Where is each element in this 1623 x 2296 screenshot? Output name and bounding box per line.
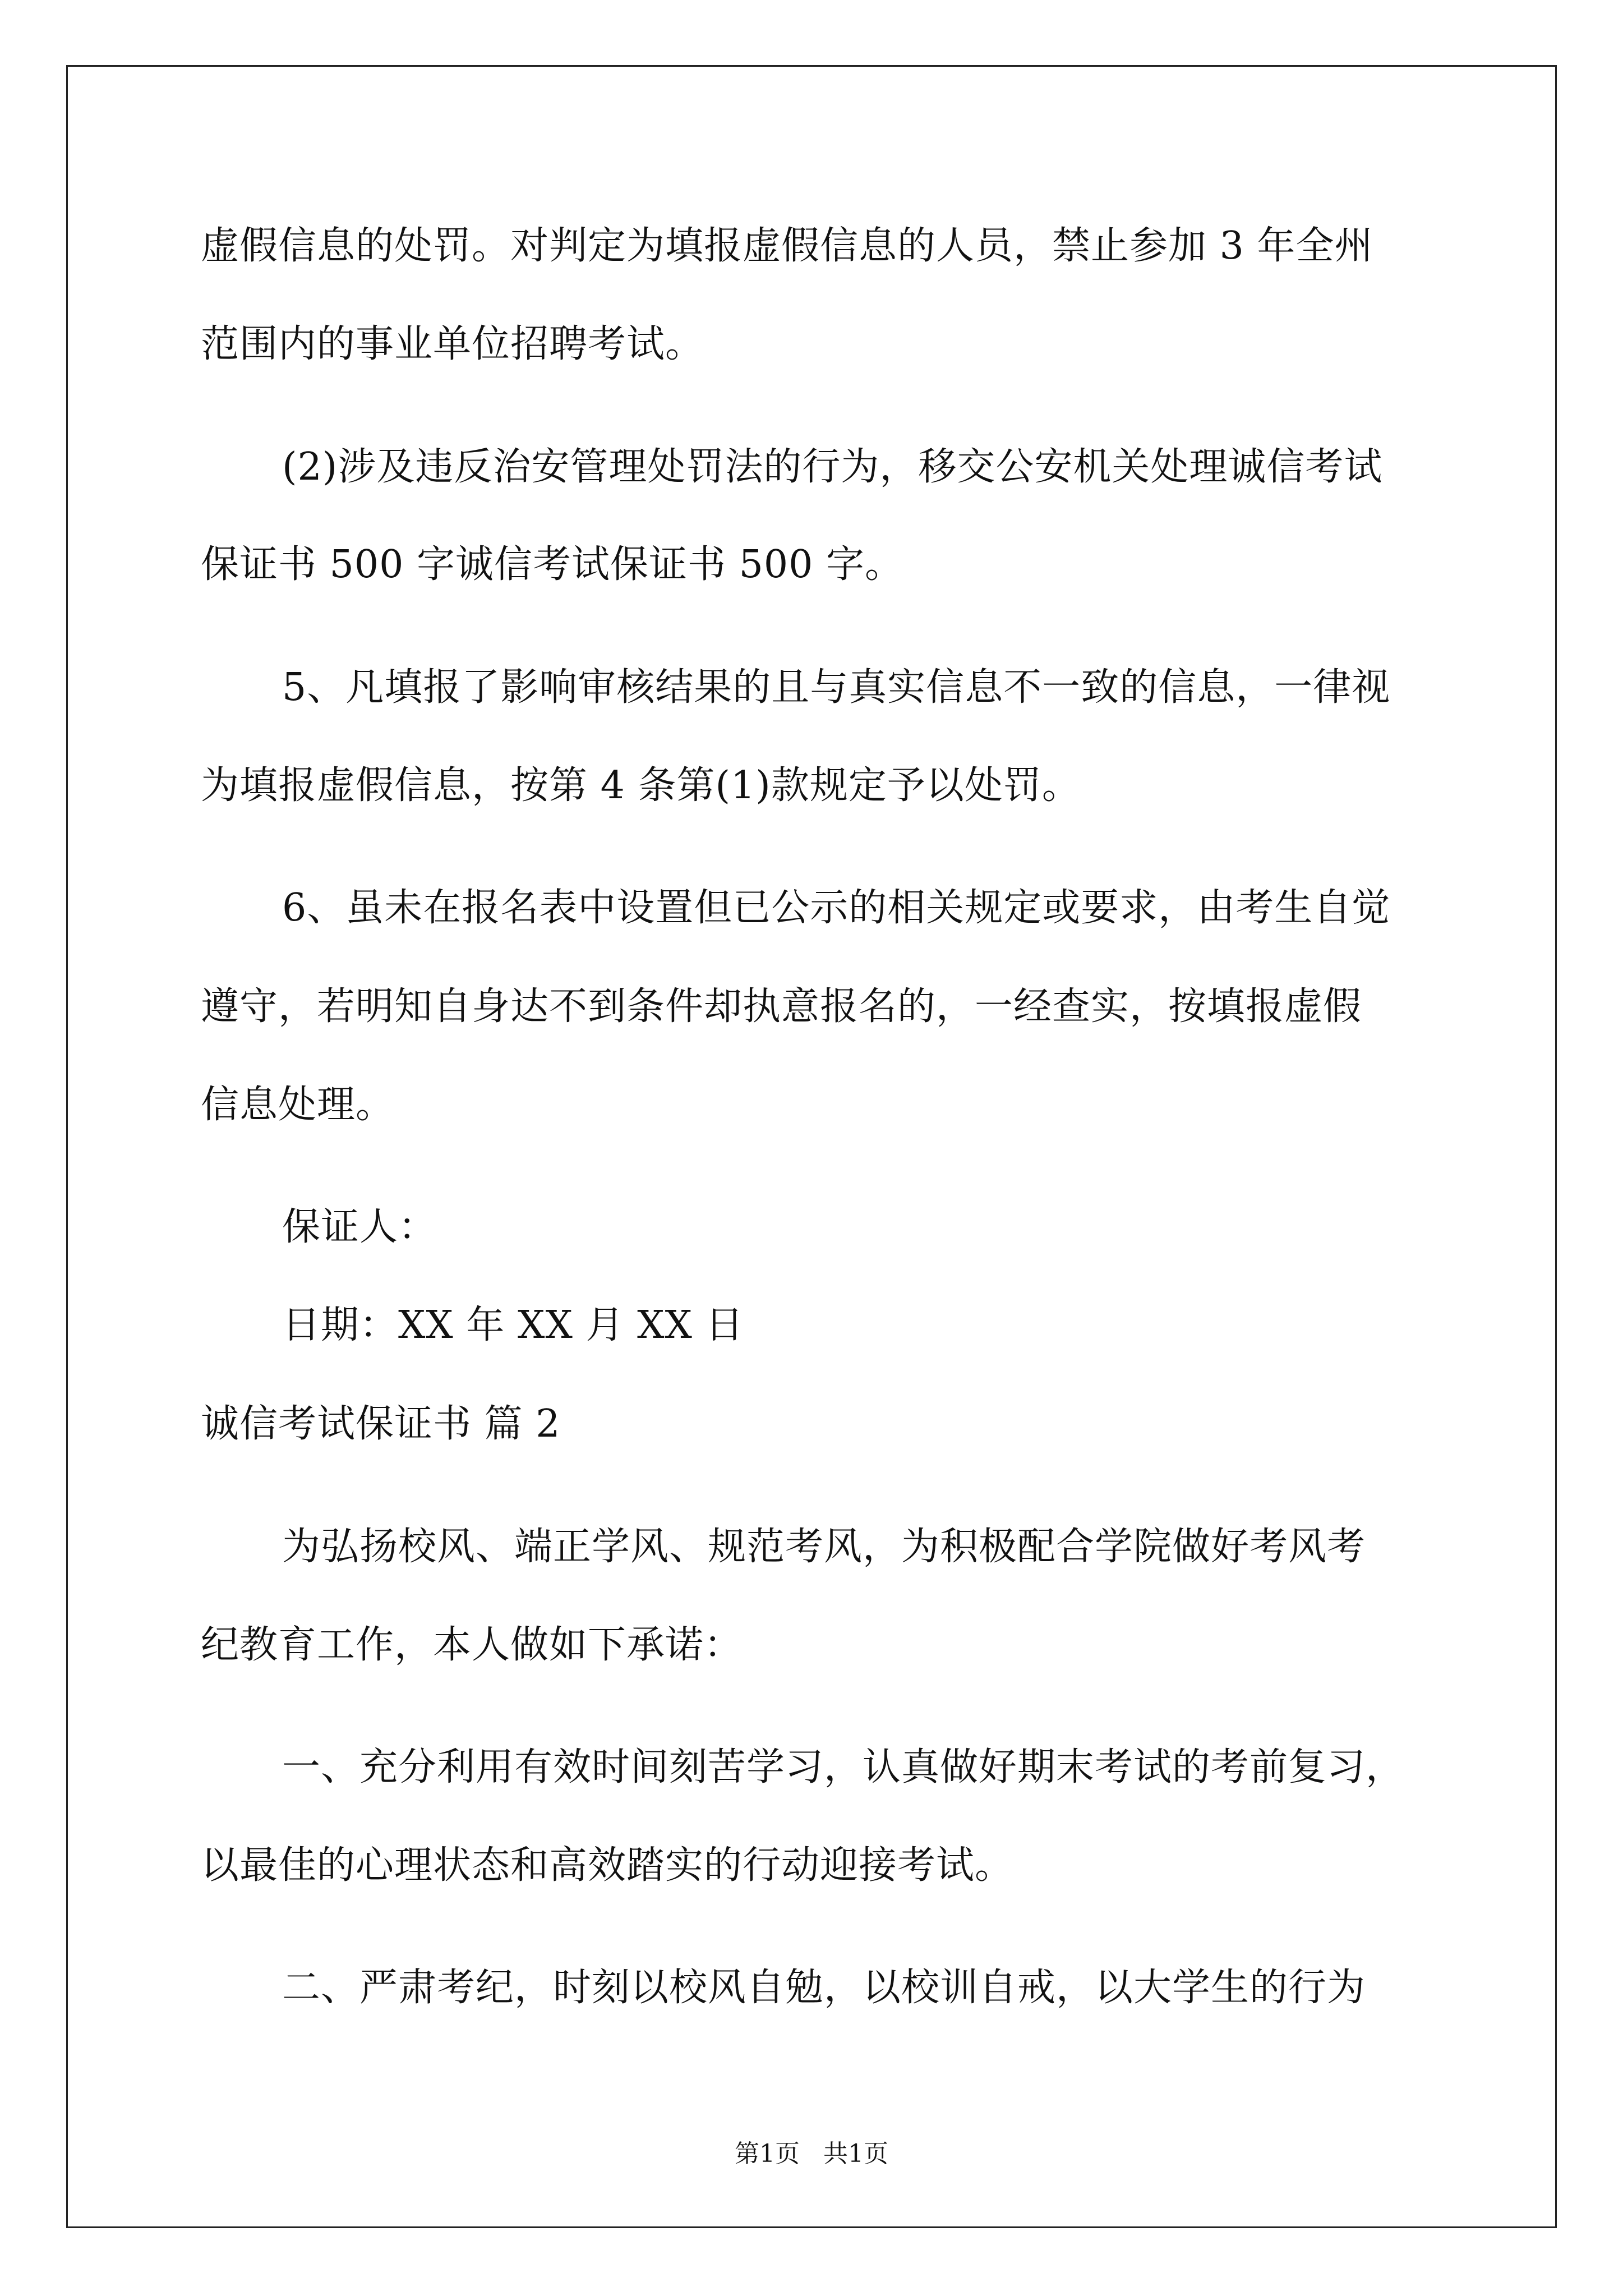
- paragraph-line: 为弘扬校风、端正学风、规范考风，为积极配合学院做好考风考: [282, 1525, 1366, 1569]
- paragraph-line: 遵守，若明知自身达不到条件却执意报名的，一经查实，按填报虚假: [201, 984, 1362, 1029]
- paragraph-line: 虚假信息的处罚。对判定为填报虚假信息的人员，禁止参加 3 年全州: [201, 224, 1373, 268]
- section-heading: 诚信考试保证书 篇 2: [201, 1402, 561, 1446]
- paragraph-line: 纪教育工作，本人做如下承诺：: [201, 1623, 743, 1667]
- page-frame: [66, 65, 1557, 2228]
- paragraph-line: 保证书 500 字诚信考试保证书 500 字。: [201, 542, 904, 587]
- paragraph-line: 以最佳的心理状态和高效踏实的行动迎接考试。: [201, 1843, 1014, 1888]
- paragraph-line: (2)涉及违反治安管理处罚法的行为，移交公安机关处理诚信考试: [282, 445, 1383, 489]
- paragraph-line: 5、凡填报了影响审核结果的且与真实信息不一致的信息，一律视: [282, 665, 1391, 710]
- paragraph-line: 二、严肃考纪，时刻以校风自勉，以校训自戒，以大学生的行为: [282, 1966, 1366, 2010]
- paragraph-line: 范围内的事业单位招聘考试。: [201, 322, 704, 366]
- paragraph-line: 为填报虚假信息，按第 4 条第(1)款规定予以处罚。: [201, 763, 1081, 808]
- page-number-footer: 第1页 共1页: [735, 2139, 888, 2168]
- paragraph-line: 6、虽未在报名表中设置但已公示的相关规定或要求，由考生自觉: [282, 886, 1391, 930]
- date-line: 日期：XX 年 XX 月 XX 日: [282, 1303, 744, 1347]
- guarantor-label: 保证人：: [282, 1205, 437, 1249]
- paragraph-line: 一、充分利用有效时间刻苦学习，认真做好期末考试的考前复习，: [282, 1745, 1405, 1789]
- paragraph-line: 信息处理。: [201, 1083, 395, 1127]
